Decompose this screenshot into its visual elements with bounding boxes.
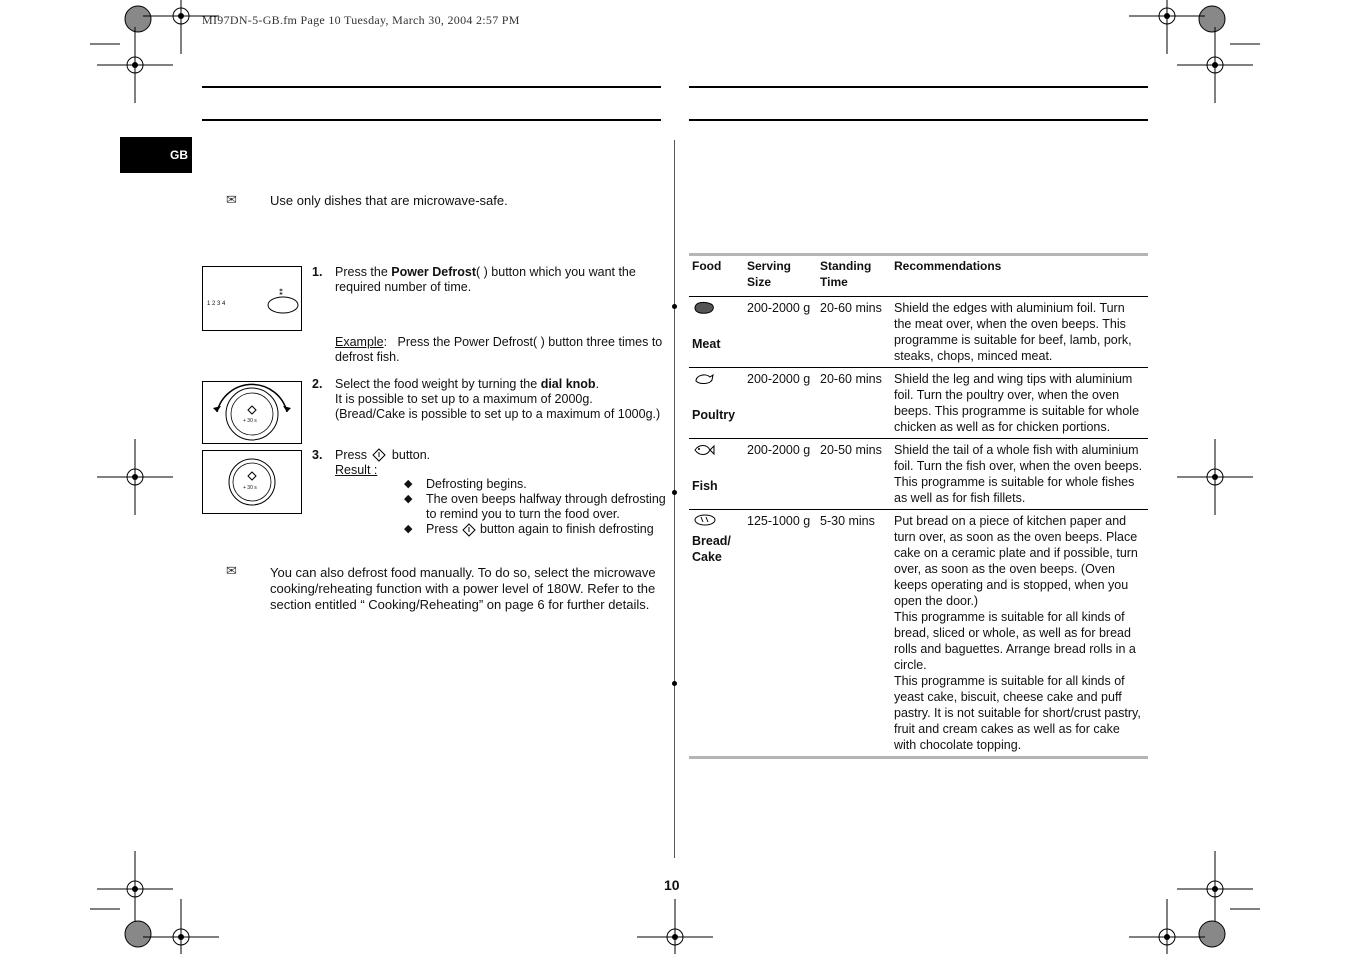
recommend-paragraph: This programme is suitable for all kinds of bread, sliced or whole, as well as for bread rolls and baguettes. Arrange bread rolls in a circle.	[894, 610, 1136, 672]
standing-cell: 5-30 mins	[817, 510, 891, 758]
step-number: 3.	[312, 448, 323, 462]
page-number: 10	[664, 877, 680, 893]
result-item	[404, 492, 666, 522]
result-label: Result :	[335, 463, 378, 477]
rule-left-bottom	[202, 119, 661, 121]
step-number: 2.	[312, 377, 323, 391]
dial-knob-label: dial knob	[540, 377, 596, 391]
recommend-cell	[891, 510, 1148, 758]
food-cell	[689, 368, 744, 439]
poultry-icon	[692, 371, 716, 387]
recommend-cell: Shield the edges with aluminium foil. Turn the meat over, when the oven beeps. This programme is suitable for beef, lamb, pork, steaks, chops, minced meat.	[891, 297, 1148, 368]
note-manual-defrost: You can also defrost food manually. To do so, select the microwave cooking/reheating function with a power level of 180W. Refer to the section entitled “ Cooking/Reheating” on page 6 for further details.	[270, 565, 656, 612]
step-2-text	[335, 377, 670, 422]
food-name: Fish	[692, 479, 718, 493]
recommend-paragraph: Put bread on a piece of kitchen paper and turn over, as soon as the oven beeps. Place cake on a ceramic plate and if possible, turn over, as soon as the oven beeps. (Oven keeps operating and is stopped, when you open the door.)	[894, 514, 1138, 608]
recommend-cell: Shield the tail of a whole fish with aluminium foil. Turn the fish over, when the oven beeps. This programme is suitable for whole fishes as well as for fish fillets.	[891, 439, 1148, 510]
result-text: Defrosting begins.	[426, 477, 527, 491]
bullet-icon: ◆	[404, 523, 413, 535]
table-row	[689, 368, 1148, 439]
dial-knob-illustration	[203, 382, 301, 443]
control-panel-labels: 1 2 3 4	[207, 301, 226, 307]
recommend-cell: Shield the leg and wing tips with aluminium foil. Turn the poultry over, when the oven beeps. This programme is suitable for whole chicken as well as for chicken portions.	[891, 368, 1148, 439]
table-header-row	[689, 255, 1148, 297]
figure-control-panel	[202, 266, 302, 331]
note-microwave-safe: Use only dishes that are microwave-safe.	[270, 193, 508, 208]
dial-value: + 30 s	[243, 418, 257, 424]
rule-left-top	[202, 86, 661, 88]
example-text: Press the Power Defrost( ) button three times to defrost fish.	[335, 335, 663, 364]
rule-right-top	[689, 86, 1148, 88]
control-panel-illustration	[203, 267, 301, 330]
header-recommendations: Recommendations	[891, 255, 1148, 297]
food-cell	[689, 439, 744, 510]
fish-icon	[692, 442, 716, 458]
serving-cell: 125-1000 g	[744, 510, 817, 758]
standing-cell: 20-60 mins	[817, 297, 891, 368]
serving-cell: 200-2000 g	[744, 439, 817, 510]
language-tab: GB	[120, 137, 192, 173]
result-last-post: button again to finish defrosting	[479, 522, 654, 536]
result-text: The oven beeps halfway through defrosting to remind you to turn the food over.	[426, 492, 666, 521]
bullet-icon: ◆	[404, 493, 413, 505]
header-food: Food	[689, 255, 744, 297]
header-serving: Serving Size	[744, 255, 817, 297]
food-cell	[689, 297, 744, 368]
figure-start-button	[202, 450, 302, 514]
food-name: Meat	[692, 337, 721, 351]
print-header: MI97DN-5-GB.fm Page 10 Tuesday, March 30, 2004 2:57 PM	[202, 13, 520, 27]
start-diamond-icon	[372, 448, 386, 462]
step-1-text	[335, 265, 665, 295]
example-label: Example	[335, 335, 384, 349]
divider-dot	[672, 490, 677, 495]
table-row	[689, 297, 1148, 368]
start-diamond-icon	[462, 523, 476, 537]
figure-dial-knob	[202, 381, 302, 444]
result-last-pre: Press	[426, 522, 458, 536]
power-defrost-label: Power Defrost	[391, 265, 477, 279]
standing-cell: 20-50 mins	[817, 439, 891, 510]
serving-cell: 200-2000 g	[744, 297, 817, 368]
rule-right-bottom	[689, 119, 1148, 121]
bread-icon	[692, 513, 718, 527]
step-2-pre: Select the food weight by turning the	[335, 377, 541, 391]
step-2-line2: It is possible to set up to a maximum of 2000g.	[335, 392, 593, 406]
column-divider	[674, 140, 675, 858]
meat-icon	[692, 300, 716, 316]
result-list	[404, 477, 666, 537]
step-1-post: ( ) button which you want the required number of time.	[335, 265, 636, 294]
food-name: Bread/ Cake	[692, 534, 731, 564]
bullet-icon: ◆	[404, 478, 413, 490]
step-2-line3: (Bread/Cake is possible to set up to a maximum of 1000g.)	[335, 407, 661, 421]
result-item	[404, 477, 666, 492]
step-2-post: .	[595, 377, 600, 391]
note-icon: ✉	[226, 192, 237, 207]
step-3-pre: Press	[335, 448, 367, 462]
divider-dot	[672, 681, 677, 686]
divider-dot	[672, 304, 677, 309]
defrost-table	[689, 253, 1148, 759]
start-value: + 30 s	[243, 485, 257, 491]
standing-cell: 20-60 mins	[817, 368, 891, 439]
step-3-text	[335, 448, 670, 478]
serving-cell: 200-2000 g	[744, 368, 817, 439]
result-item	[404, 522, 666, 537]
start-button-illustration	[203, 451, 301, 513]
header-standing: Standing Time	[817, 255, 891, 297]
food-name: Poultry	[692, 408, 736, 422]
table-row	[689, 510, 1148, 758]
food-cell	[689, 510, 744, 758]
svg-text:⁑: ⁑	[279, 288, 284, 297]
step-3-post: button.	[391, 448, 431, 462]
note-icon: ✉	[226, 563, 237, 578]
step-1-pre: Press the	[335, 265, 392, 279]
step-number: 1.	[312, 265, 323, 279]
recommend-paragraph: This programme is suitable for all kinds of yeast cake, biscuit, cheese cake and puff pastry. It is not suitable for short/crust pastry, fruit and cream cakes as well as for cake with chocolate topping.	[894, 674, 1141, 752]
table-row	[689, 439, 1148, 510]
step-1-example: Example: Press the Power Defrost( ) button three times to defrost fish.	[335, 335, 663, 364]
